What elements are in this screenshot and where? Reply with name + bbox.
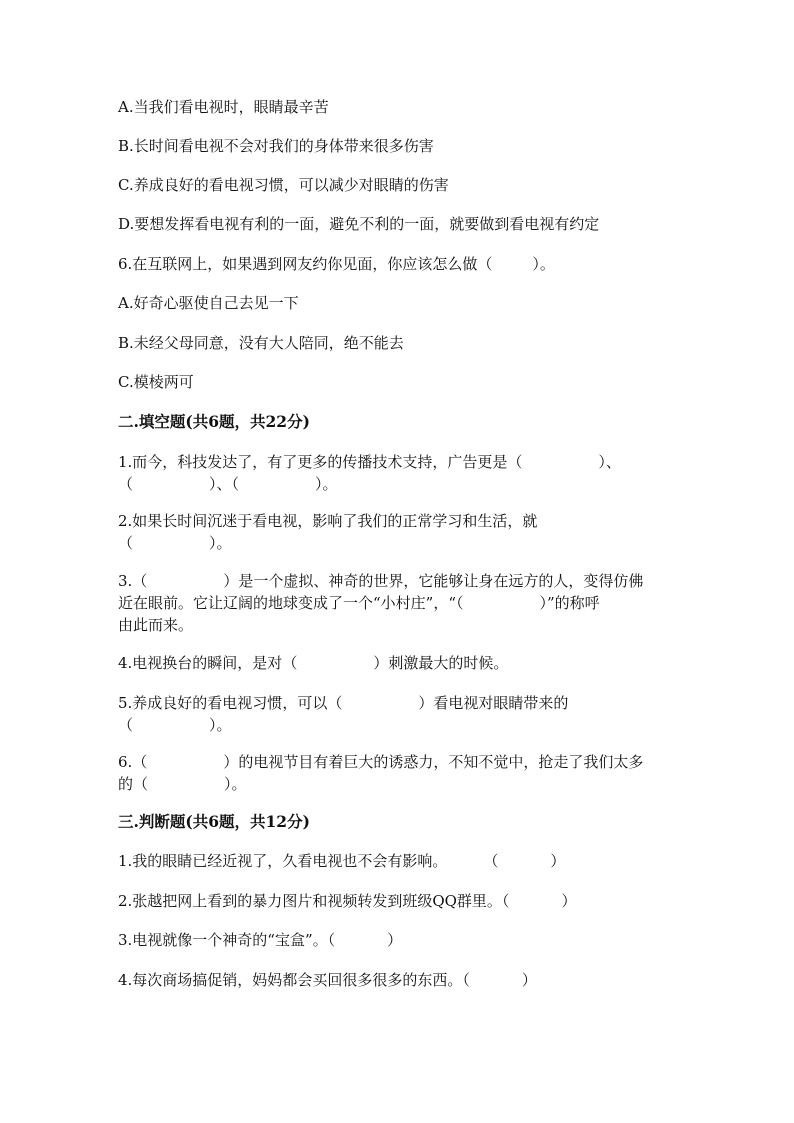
fill-q6-text: ）。	[224, 775, 247, 793]
fill-q5-text: 5.养成良好的看电视习惯，可以（	[118, 694, 343, 712]
fill-q6-text: 的（	[118, 775, 149, 793]
paren-open: （	[501, 892, 510, 910]
fill-q4-text: 4.电视换台的瞬间，是对（	[118, 654, 298, 672]
q6-option-c: C.模棱两可	[118, 373, 194, 391]
paren-close: ）	[387, 931, 403, 949]
fill-q5-line1	[118, 692, 678, 714]
q5-option-d: D.要想发挥看电视有利的一面，避免不利的一面，就要做到看电视有约定	[118, 215, 600, 233]
judge-q4-text: 4.每次商场搞促销，妈妈都会买回很多很多的东西。	[118, 971, 463, 989]
judge-q1-text: 1.我的眼睛已经近视了，久看电视也不会有影响。	[118, 852, 448, 870]
judge-q2	[118, 890, 678, 912]
fill-q3-text: ）”的称呼	[539, 594, 600, 612]
q6-option-b: B.未经父母同意，没有大人陪同，绝不能去	[118, 334, 404, 352]
q5-option-c: C.养成良好的看电视习惯，可以减少对眼睛的伤害	[118, 176, 449, 194]
paren-close: ）	[561, 892, 577, 910]
fill-q3-line2	[118, 592, 678, 614]
fill-q5-line2	[118, 714, 678, 736]
paren-open: （	[483, 852, 499, 870]
fill-q4-text: ）刺激最大的时候。	[373, 654, 509, 672]
fill-q2-line2	[118, 532, 678, 554]
fill-q6-line1	[118, 751, 678, 773]
fill-q2-text: （	[118, 534, 134, 552]
paren-close: ）	[550, 852, 566, 870]
paren-open: （	[327, 931, 336, 949]
fill-q2-line1: 2.如果长时间沉迷于看电视，影响了我们的正常学习和生活，就	[118, 512, 538, 530]
fill-q1-text: ）、	[598, 453, 621, 471]
fill-q1-text: ）、（	[209, 475, 240, 493]
fill-q5-text: ）。	[209, 716, 232, 734]
fill-q3-text: 3.（	[118, 572, 148, 590]
q6-stem-start: 6.在互联网上，如果遇到网友约你见面，你应该怎么做（	[118, 255, 493, 273]
fill-q3-line1	[118, 570, 678, 592]
judge-q2-text: 2.张越把网上看到的暴力图片和视频转发到班级QQ群里。	[118, 892, 502, 910]
fill-q3-line3: 由此而来。	[118, 616, 194, 634]
fill-q6-text: 6.（	[118, 753, 148, 771]
q5-option-b: B.长时间看电视不会对我们的身体带来很多伤害	[118, 137, 434, 155]
fill-q1-text: （	[118, 475, 134, 493]
fill-q1-line1	[118, 451, 678, 473]
judge-q3-text: 3.电视就像一个神奇的“宝盒”。	[118, 931, 328, 949]
paren-open: （	[462, 971, 470, 989]
fill-q4	[118, 652, 678, 674]
fill-q1-text: 1.而今，科技发达了，有了更多的传播技术支持，广告更是（	[118, 453, 523, 471]
fill-q5-text: （	[118, 716, 134, 734]
paren-close: ）	[521, 971, 537, 989]
q6-stem	[118, 253, 678, 275]
judge-section-heading: 三.判断题(共6题，共12分)	[118, 812, 310, 831]
fill-section-heading: 二.填空题(共6题，共22分)	[118, 412, 310, 431]
q6-stem-end: ）。	[532, 255, 555, 273]
fill-q1-line2	[118, 473, 678, 495]
fill-q1-text: ）。	[315, 475, 338, 493]
fill-q2-text: ）。	[209, 534, 232, 552]
fill-q5-text: ）看电视对眼睛带来的	[418, 694, 569, 712]
fill-q6-text: ）的电视节目有着巨大的诱惑力，不知不觉中，抢走了我们太多	[223, 753, 644, 771]
judge-q4	[118, 969, 678, 991]
judge-q3	[118, 929, 678, 951]
fill-q3-text: 近在眼前。它让辽阔的地球变成了一个“小村庄”，“（	[118, 594, 464, 612]
fill-q6-line2	[118, 773, 678, 795]
fill-q3-text: ）是一个虚拟、神奇的世界，它能够让身在远方的人，变得仿佛	[223, 572, 644, 590]
judge-q1	[118, 850, 678, 872]
q5-option-a: A.当我们看电视时，眼睛最辛苦	[118, 98, 329, 116]
q6-option-a: A.好奇心驱使自己去见一下	[118, 294, 299, 312]
